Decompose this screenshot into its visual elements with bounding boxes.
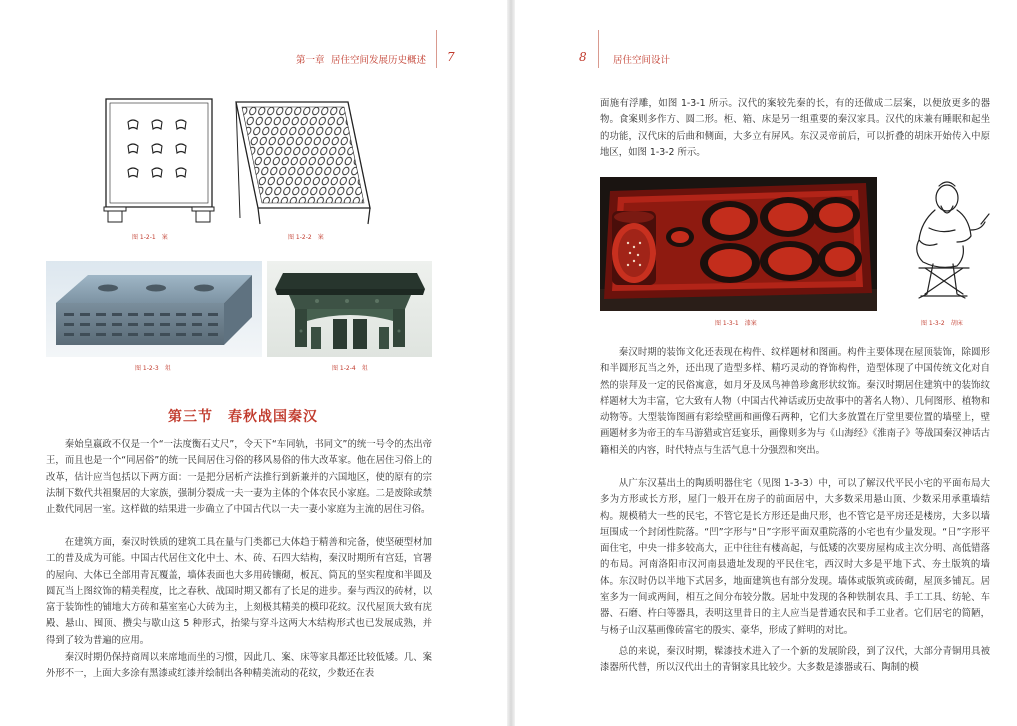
caption-fig-1-3-2: 图 1-3-2 胡床 [921, 320, 963, 327]
right-page [515, 0, 1017, 726]
page-number: 7 [447, 50, 455, 64]
figure-bronze-zu-photo [267, 261, 432, 357]
left-page [0, 0, 507, 726]
book-gutter [507, 0, 515, 726]
right-paragraph-3: 从广东汉墓出土的陶质明器住宅（见图 1-3-3）中，可以了解汉代平民小宅的平面布局大多为方形或长方形，屋门一般开在房子的前面居中，大多数采用悬山顶、少数采用承重墙结构。规模稍大一些的民宅，不管它是长方形还是曲尺形，也不管它是平房还是楼房，大多以墙垣围成一个封闭性院落。“凹”字形与“日”字形平面双重院落的小宅也有少量发现。“日”字形平面住宅，中央一排多较高大，正中往往有楼高起，与低矮的次要房屋构成主次分明、高低错落的布局。河南洛阳市汉河南县遗址发现的平民住宅，西汉时大多是平地下式、夯土版筑的墙体。东汉时仍以半地下式居多，地面建筑也有部分发现。墙体或版筑或砖砌，屋顶多铺瓦。居室多为一间或两间，相互之间分布较分散。居址中发现的各种铁制农具、手工工具、纺轮、车器、石磨、杵臼等器具，表明这里昔日的主人应当是普通农民和手工业者。它们居宅的简陋，与杨子山汉墓画像砖富宅的殷实、豪华，形成了鲜明的对比。 [600, 478, 990, 636]
running-chapter: 第一章 [296, 55, 325, 66]
right-paragraph-4: 总的来说，秦汉时期，髹漆技术进入了一个新的发展阶段，到了汉代，大部分青铜用具被漆器所代替，所以汉代出土的青铜家具比较少。大多数是漆器或石、陶制的模 [600, 646, 990, 674]
caption-fig-1-2-3: 图 1-2-3 俎 [135, 365, 171, 372]
figure-lacquer-tray-photo [600, 177, 877, 311]
header-divider [598, 30, 599, 68]
figure-table-drawing [100, 96, 218, 224]
left-paragraph-3: 秦汉时期仍保持商周以来席地而坐的习惯，因此几、案、床等家具都还比较低矮。几、案外形不一，上面大多涂有黑漆或红漆并绘制出各种精美流动的花纹，少数还在表 [46, 652, 432, 680]
right-paragraph-2: 秦汉时期的装饰文化还表现在构件、纹样题材和图画。构件主要体现在屋顶装饰，除圆形和半圆形瓦当之外，还出现了造型多样、精巧灵动的脊饰构件，造型体现了中国传统文化对自然的崇拜及一定的民俗寓意，如月牙及凤鸟神兽珍禽形状纹饰。秦汉时期居住建筑中的装饰纹样题材大为丰富，它大致有人物（中国古代神话或历史故事中的著名人物）、几何图形、植物和动物等。大型装饰图画有彩绘壁画和画像石两种，它们大多放置在厅堂里要位置的墙壁上，壁画题材多为帝王的车马游猎或宫廷宴乐，画像则多为与《山海经》《淮南子》等战国秦汉神话古籍相关的内容，时代特点与生活气息十分强烈和突出。 [600, 347, 990, 456]
header-divider [436, 30, 437, 68]
running-title: 居住空间设计 [613, 55, 671, 66]
caption-fig-1-2-4: 图 1-2-4 俎 [332, 365, 368, 372]
figure-hu-chuang-drawing [895, 176, 1001, 312]
running-title: 居住空间发展历史概述 [331, 55, 427, 66]
caption-fig-1-3-1: 图 1-3-1 漆案 [715, 320, 757, 327]
caption-fig-1-2-1: 图 1-2-1 案 [132, 234, 168, 241]
right-paragraph-1: 面施有浮雕，如图 1-3-1 所示。汉代的案较先秦的长，有的还做成二层案，以便放更多的器物。食案则多作方、圆二形。柜、箱、床是另一组重要的秦汉家具。汉代的床兼有睡眠和起坐的功能，汉代床的后曲和侧面，大多立有屏风。东汉灵帝前后，可以折叠的胡床开始传入中原地区，如图 1-3-2 所示。 [600, 98, 990, 158]
section-title: 第三节 春秋战国秦汉 [168, 409, 318, 425]
figure-stone-zu-photo [46, 261, 262, 357]
caption-fig-1-2-2: 图 1-2-2 案 [288, 234, 324, 241]
page-number: 8 [579, 50, 587, 64]
left-paragraph-2: 在建筑方面，秦汉时铁质的建筑工具在量与门类都已大体趋于精善和完备，使坚硬型材加工的普及成为可能。中国古代居住文化中土、木、砖、石四大结构，秦汉时期所有宫廷，官署的屋向、大体已全部用青瓦覆盖，墙体表面也大多用砖镶砌，板瓦、筒瓦的坚实程度和半圆及圆瓦当上图纹饰的精美程度，比之春秋、战国时期又都有了长足的进步。秦与西汉的砖材，以富于装饰性的铺地大方砖和墓室室心大砖为主，上刻极其精美的模印花纹。汉代屋顶大致有庑殿、悬山、囤顶、攒尖与歇山这 5 种形式，抬梁与穿斗这两大木结构形式也已发展成熟，并得到了较为普遍的应用。 [46, 537, 432, 646]
figure-lattice-table-drawing [234, 96, 372, 226]
left-paragraph-1: 秦始皇嬴政不仅是一个“一法度衡石丈尺”，令天下“车同轨，书同文”的统一号令的杰出帝王，而且也是一个“同居俗”的统一民间居住习俗的移风易俗的伟大改革家。他在居住习俗上的改革，估计应当包括以下两方面：一是把分居析产法推行到新兼并的六国地区，使的原有的宗法制下数代共祖聚居的大家族，强制分裂成一夫一妻为主体的个体农民小家庭。二是废除或禁止数代同居一室。这样做的结果进一步确立了中国古代以一夫一妻小家庭为主流的居住习俗。 [46, 439, 432, 516]
